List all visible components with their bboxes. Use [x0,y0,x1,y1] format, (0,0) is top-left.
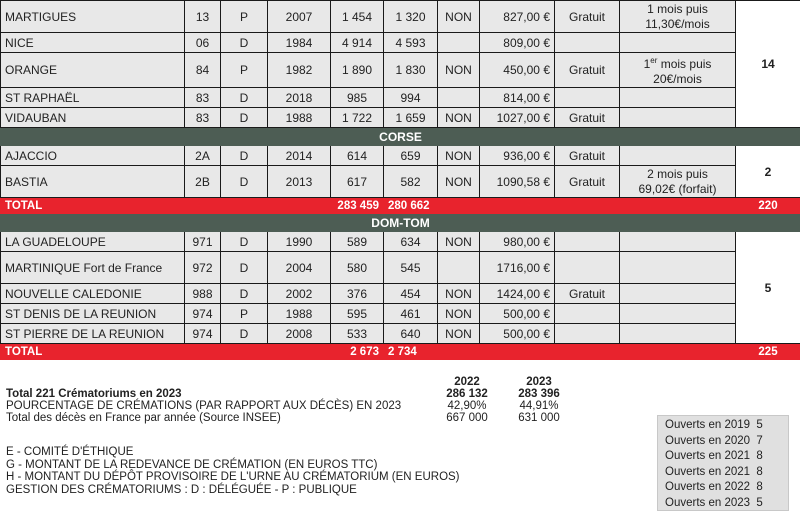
table-row [1,304,800,324]
table-row [1,88,800,108]
city-cell: ST PIERRE DE LA REUNION [1,324,185,344]
cremations-cell: 614 [331,146,384,166]
depot-cell: Gratuit [555,53,620,88]
total-label: TOTAL [1,344,331,360]
ethique-cell [438,33,480,53]
ethique-cell: NON [438,166,480,198]
dept-cell: 974 [185,304,221,324]
depot-cell [555,304,620,324]
ethique-cell [438,252,480,284]
dept-cell: 84 [185,53,221,88]
rest-cell [620,88,736,108]
gestion-cell: P [221,304,268,324]
deces-cell: 545 [384,252,438,284]
total-label: TOTAL [1,198,331,214]
gestion-cell: D [221,284,268,304]
ethique-cell: NON [438,232,480,252]
year-cell: 1984 [268,33,331,53]
cremations-cell: 1 890 [331,53,384,88]
dept-cell: 83 [185,108,221,128]
city-cell: BASTIA [1,166,185,198]
year-cell: 2014 [268,146,331,166]
total-row [1,344,800,360]
cremations-cell: 589 [331,232,384,252]
redevance-cell: 1090,58 € [480,166,555,198]
deces-cell: 1 659 [384,108,438,128]
table-row [1,166,800,198]
deces-cell: 4 593 [384,33,438,53]
year-cell: 2008 [268,324,331,344]
ethique-cell: NON [438,324,480,344]
opened-item: Ouverts en 2021 8 [665,465,763,478]
year-2022: 2022 [454,376,480,388]
summary-block [6,376,606,424]
table-row [1,232,800,252]
ethique-cell [438,88,480,108]
cremations-cell: 595 [331,304,384,324]
ethique-cell: NON [438,284,480,304]
year-2023: 2023 [526,376,552,388]
depot-cell: Gratuit [555,166,620,198]
table-row [1,146,800,166]
deces-cell: 1 830 [384,53,438,88]
summary-line: Total 221 Crématoriums en 2023 286 132 283 396 [6,388,560,400]
total-count: 220 [736,198,800,214]
table-row [1,33,800,53]
total-cremations: 2 673 [331,344,384,360]
cremations-cell: 617 [331,166,384,198]
region-count: 14 [736,1,800,128]
opened-item: Ouverts en 2019 5 [665,419,763,431]
rest-cell [620,33,736,53]
dept-cell: 974 [185,324,221,344]
legend [6,446,460,496]
redevance-cell: 500,00 € [480,324,555,344]
opened-item: Ouverts en 2021 8 [665,450,763,462]
legend-item: G - MONTANT DE LA REDEVANCE DE CRÉMATION (EN EUROS TTC) [6,458,378,471]
dept-cell: 2A [185,146,221,166]
gestion-cell: D [221,33,268,53]
gestion-cell: D [221,108,268,128]
depot-cell [555,252,620,284]
total-count: 225 [736,344,800,360]
city-cell: MARTINIQUE Fort de France [1,252,185,284]
year-cell: 1988 [268,108,331,128]
gestion-cell: P [221,1,268,33]
cremations-cell: 533 [331,324,384,344]
total-cremations: 283 459 [331,198,384,214]
year-cell: 2004 [268,252,331,284]
year-cell: 1988 [268,304,331,324]
year-cell: 1982 [268,53,331,88]
depot-cell [555,324,620,344]
dept-cell: 06 [185,33,221,53]
redevance-cell: 814,00 € [480,88,555,108]
depot-cell [555,88,620,108]
deces-cell: 640 [384,324,438,344]
ethique-cell: NON [438,53,480,88]
deces-cell: 634 [384,232,438,252]
redevance-cell: 1716,00 € [480,252,555,284]
gestion-cell: D [221,166,268,198]
city-cell: AJACCIO [1,146,185,166]
deces-cell: 461 [384,304,438,324]
ethique-cell: NON [438,146,480,166]
total-row [1,198,800,214]
legend-item: H - MONTANT DU DÉPÔT PROVISOIRE DE L'URNE AU CRÉMATORIUM (EN EUROS) [6,471,460,484]
rest-cell [620,146,736,166]
opened-per-year-box [657,415,789,511]
rest-cell [620,324,736,344]
gestion-cell: D [221,324,268,344]
region-header-corse [1,128,800,146]
total-deces: 2 734 [384,344,438,360]
city-cell: ST DENIS DE LA REUNION [1,304,185,324]
year-cell: 2002 [268,284,331,304]
gestion-cell: D [221,232,268,252]
redevance-cell: 827,00 € [480,1,555,33]
table-row [1,284,800,304]
rest-cell [620,252,736,284]
dept-cell: 83 [185,88,221,108]
rest-cell [620,304,736,324]
ethique-cell: NON [438,108,480,128]
table-row [1,108,800,128]
redevance-cell: 809,00 € [480,33,555,53]
opened-item: Ouverts en 2023 5 [665,496,763,509]
depot-cell [555,33,620,53]
table-row [1,1,800,33]
depot-cell: Gratuit [555,1,620,33]
depot-cell: Gratuit [555,284,620,304]
ethique-cell: NON [438,1,480,33]
year-cell: 1990 [268,232,331,252]
rest-cell [620,284,736,304]
redevance-cell: 980,00 € [480,232,555,252]
table-row [1,252,800,284]
region-count: 5 [736,232,800,344]
year-cell: 2013 [268,166,331,198]
redevance-cell: 936,00 € [480,146,555,166]
deces-cell: 659 [384,146,438,166]
depot-cell: Gratuit [555,146,620,166]
region-title: CORSE [1,128,800,146]
legend-item: GESTION DES CRÉMATORIUMS : D : DÉLÉGUÉE - P : PUBLIQUE [6,483,357,496]
year-cell: 2007 [268,1,331,33]
gestion-cell: D [221,146,268,166]
cremations-cell: 4 914 [331,33,384,53]
ethique-cell: NON [438,304,480,324]
redevance-cell: 450,00 € [480,53,555,88]
cremations-cell: 376 [331,284,384,304]
dept-cell: 972 [185,252,221,284]
depot-cell [555,232,620,252]
gestion-cell: D [221,88,268,108]
region-count: 2 [736,146,800,198]
cremations-cell: 580 [331,252,384,284]
rest-cell [620,232,736,252]
dept-cell: 2B [185,166,221,198]
city-cell: MARTIGUES [1,1,185,33]
deces-cell: 582 [384,166,438,198]
cremations-cell: 985 [331,88,384,108]
cremations-cell: 1 722 [331,108,384,128]
depot-cell: Gratuit [555,108,620,128]
dept-cell: 971 [185,232,221,252]
summary-years [6,376,606,388]
year-cell: 2018 [268,88,331,108]
city-cell: VIDAUBAN [1,108,185,128]
table-row [1,324,800,344]
dept-cell: 988 [185,284,221,304]
city-cell: LA GUADELOUPE [1,232,185,252]
opened-item: Ouverts en 2022 8 [665,481,763,493]
city-cell: ST RAPHAËL [1,88,185,108]
gestion-cell: D [221,252,268,284]
region-title: DOM-TOM [1,214,800,232]
redevance-cell: 1424,00 € [480,284,555,304]
deces-cell: 454 [384,284,438,304]
legend-item: E - COMITÉ D'ÉTHIQUE [6,446,134,458]
summary-line: POURCENTAGE DE CRÉMATIONS (PAR RAPPORT AUX DÉCÈS) EN 2023 42,90% 44,91% [6,400,559,412]
rest-cell: 1er mois puis 20€/mois [620,53,736,88]
summary-line: Total des décès en France par année (Source INSEE) 667 000 631 000 [6,412,560,424]
rest-cell: 2 mois puis 69,02€ (forfait) [620,166,736,198]
rest-cell [620,108,736,128]
city-cell: NICE [1,33,185,53]
opened-item: Ouverts en 2020 7 [665,434,763,447]
cremations-cell: 1 454 [331,1,384,33]
city-cell: ORANGE [1,53,185,88]
rest-cell: 1 mois puis 11,30€/mois [620,1,736,33]
deces-cell: 994 [384,88,438,108]
redevance-cell: 500,00 € [480,304,555,324]
deces-cell: 1 320 [384,1,438,33]
total-deces: 280 662 [384,198,438,214]
dept-cell: 13 [185,1,221,33]
gestion-cell: P [221,53,268,88]
table-row [1,53,800,88]
redevance-cell: 1027,00 € [480,108,555,128]
city-cell: NOUVELLE CALEDONIE [1,284,185,304]
region-header-domtom [1,214,800,232]
